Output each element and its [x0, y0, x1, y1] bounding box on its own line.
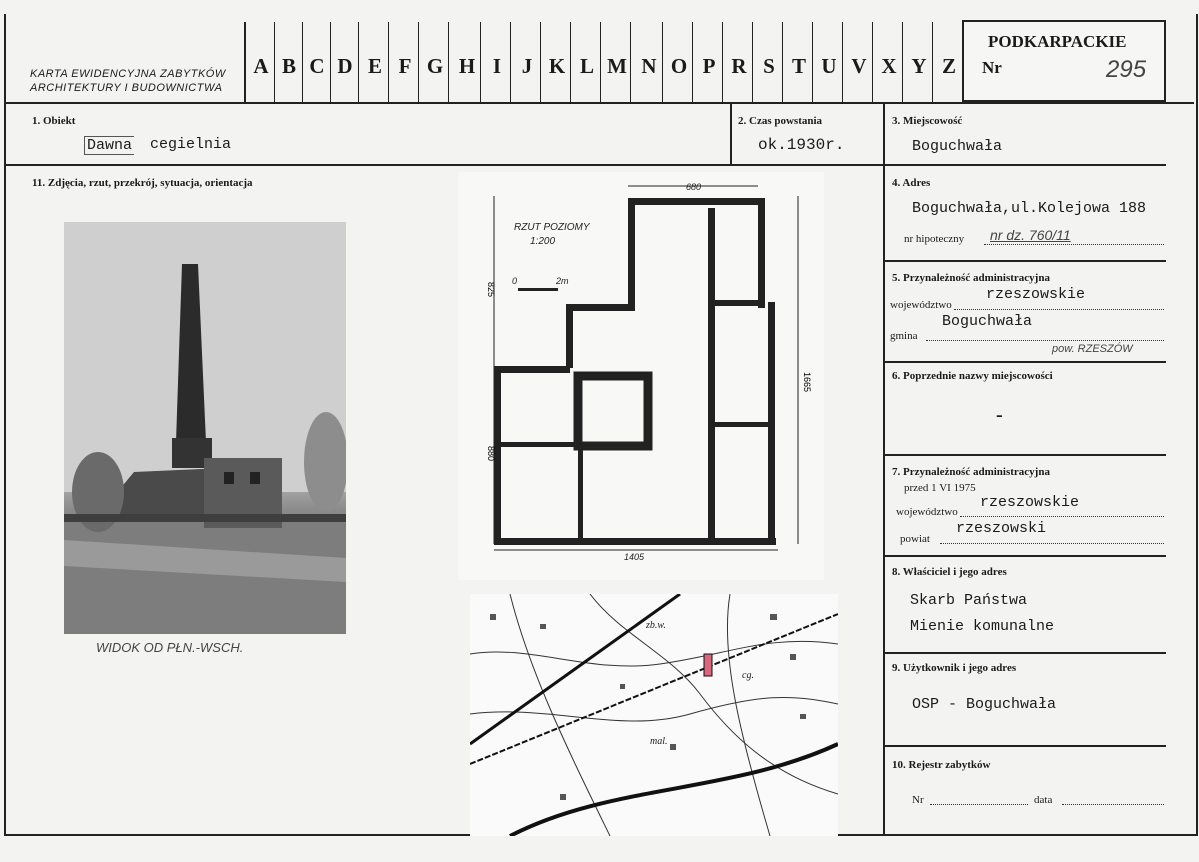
plan-scale-zero: 0 [512, 276, 518, 286]
letter-divider [274, 22, 275, 102]
letter-divider [872, 22, 873, 102]
letter-d: D [337, 54, 353, 78]
letter-j: J [521, 54, 533, 78]
letter-n: N [641, 54, 657, 78]
gmina-line [926, 340, 1164, 341]
miejscowosc-value: Boguchwała [912, 138, 1003, 155]
row1-divider-a [730, 102, 732, 164]
rejestr-label: 10. Rejestr zabytków [892, 759, 991, 771]
header-bottom-line [4, 102, 1194, 104]
wojewodztwo-label: województwo [890, 299, 952, 311]
plan-scale-bar-label: 2m [556, 276, 569, 286]
letter-b: B [281, 54, 296, 78]
photo-caption: WIDOK OD PŁN.-WSCH. [96, 640, 244, 655]
letter-divider [570, 22, 571, 102]
rejestr-nr-label: Nr [912, 794, 924, 806]
map-label-mal: mal. [650, 736, 668, 747]
hipoteczny-line [984, 244, 1164, 245]
letter-i: I [492, 54, 502, 78]
gmina-value: Boguchwała [942, 313, 1033, 330]
uzytkownik-label: 9. Użytkownik i jego adres [892, 662, 1017, 674]
region-name: PODKARPACKIE [988, 32, 1127, 51]
wlasciciel-value-1: Skarb Państwa [910, 592, 1028, 609]
letter-e: E [367, 54, 382, 78]
building-photo [64, 222, 346, 634]
floor-plan [458, 172, 824, 580]
location-map [470, 594, 838, 836]
hipoteczny-value: nr dz. 760/11 [990, 227, 1071, 243]
zdjecia-label: 11. Zdjęcia, rzut, przekrój, sytuacja, orientacja [32, 177, 253, 189]
card-title-line-2: ARCHITEKTURY I BUDOWNICTWA [30, 82, 223, 94]
obiekt-prefix: Dawna [84, 136, 134, 155]
gmina-label: gmina [890, 330, 918, 342]
letter-p: P [702, 54, 716, 78]
wojewodztwo2-label: województwo [896, 506, 958, 518]
adres-value: Boguchwała,ul.Kolejowa 188 [912, 200, 1147, 217]
letter-divider [812, 22, 813, 102]
letter-m: M [607, 54, 627, 78]
letter-a: A [253, 54, 269, 78]
miejscowosc-label: 3. Miejscowość [892, 115, 963, 127]
plan-title: RZUT POZIOMY [514, 222, 590, 233]
poprzednie-label: 6. Poprzednie nazwy miejscowości [892, 370, 1053, 382]
plan-dim-left-bottom: 880 [486, 446, 496, 462]
right-column-divider [883, 102, 885, 834]
letter-o: O [670, 54, 688, 78]
letter-g: G [426, 54, 444, 78]
row6-bottom-line [883, 454, 1166, 456]
letter-divider [418, 22, 419, 102]
map-label-zbw: zb.w. [646, 620, 666, 631]
row9-bottom-line [883, 745, 1166, 747]
letter-divider [782, 22, 783, 102]
powiat-label: powiat [900, 533, 930, 545]
row4-bottom-line [883, 260, 1166, 262]
letter-s: S [763, 54, 775, 78]
letter-divider [540, 22, 541, 102]
powiat-value: rzeszowski [956, 520, 1047, 537]
letter-l: L [579, 54, 594, 78]
rejestr-data-label: data [1034, 794, 1053, 806]
letter-divider [902, 22, 903, 102]
location-map-drawing [470, 594, 838, 836]
hipoteczny-label: nr hipoteczny [904, 233, 965, 245]
nr-value: 295 [1106, 56, 1147, 83]
letter-v: V [851, 54, 867, 78]
uzytkownik-value: OSP - Boguchwała [912, 696, 1057, 713]
card-title-line-1: KARTA EWIDENCYJNA ZABYTKÓW [30, 68, 226, 80]
przyn-label: 5. Przynależność administracyjna [892, 272, 1050, 284]
letter-x: X [881, 54, 897, 78]
rejestr-data-line [1062, 804, 1164, 805]
letter-divider [388, 22, 389, 102]
wlasciciel-label: 8. Właściciel i jego adres [892, 566, 1007, 578]
obiekt-value: cegielnia [150, 136, 232, 153]
letter-divider [692, 22, 693, 102]
letter-divider [510, 22, 511, 102]
plan-dim-bottom: 1405 [624, 552, 645, 562]
plan-dim-right: 1665 [802, 372, 812, 393]
letter-t: T [791, 54, 806, 78]
obiekt-label: 1. Obiekt [32, 115, 76, 127]
wojewodztwo2-line [960, 516, 1164, 517]
letter-divider [600, 22, 601, 102]
wlasciciel-value-2: Mienie komunalne [910, 618, 1055, 635]
row8-bottom-line [883, 652, 1166, 654]
letter-k: K [548, 54, 566, 78]
powiat-note: pow. RZESZÓW [1052, 343, 1133, 355]
powiat-line [940, 543, 1164, 544]
nr-label: Nr [982, 58, 1002, 77]
letter-z: Z [941, 54, 956, 78]
photo-scene-illustration [64, 222, 346, 634]
row5-bottom-line [883, 361, 1166, 363]
letter-c: C [309, 54, 325, 78]
letter-f: F [398, 54, 412, 78]
wojewodztwo2-value: rzeszowskie [980, 494, 1080, 511]
letter-divider [752, 22, 753, 102]
adres-label: 4. Adres [892, 177, 931, 189]
letter-divider [480, 22, 481, 102]
letter-r: R [731, 54, 747, 78]
letter-divider [630, 22, 631, 102]
letter-h: H [458, 54, 476, 78]
przyn2-sub: przed 1 VI 1975 [904, 482, 976, 494]
letter-divider [330, 22, 331, 102]
czas-label: 2. Czas powstania [738, 115, 823, 127]
header-divider [244, 22, 246, 102]
letter-y: Y [911, 54, 927, 78]
letter-divider [662, 22, 663, 102]
map-label-cg: cg. [742, 670, 754, 681]
letter-divider [842, 22, 843, 102]
letter-divider [302, 22, 303, 102]
letter-divider [358, 22, 359, 102]
letter-divider [722, 22, 723, 102]
letter-u: U [821, 54, 837, 78]
poprzednie-value: - [996, 404, 1003, 426]
letter-divider [932, 22, 933, 102]
floor-plan-drawing [458, 172, 824, 580]
wojewodztwo-value: rzeszowskie [986, 286, 1086, 303]
wojewodztwo-line [954, 309, 1164, 310]
przyn2-label: 7. Przynależność administracyjna [892, 466, 1050, 478]
row7-bottom-line [883, 555, 1166, 557]
rejestr-nr-line [930, 804, 1028, 805]
czas-value: ok.1930r. [758, 136, 845, 154]
row1-bottom-line [4, 164, 1166, 166]
plan-scale: 1:200 [530, 236, 556, 247]
plan-dim-left-top: 825 [486, 282, 496, 298]
plan-dim-top: 680 [686, 182, 702, 192]
letter-divider [448, 22, 449, 102]
